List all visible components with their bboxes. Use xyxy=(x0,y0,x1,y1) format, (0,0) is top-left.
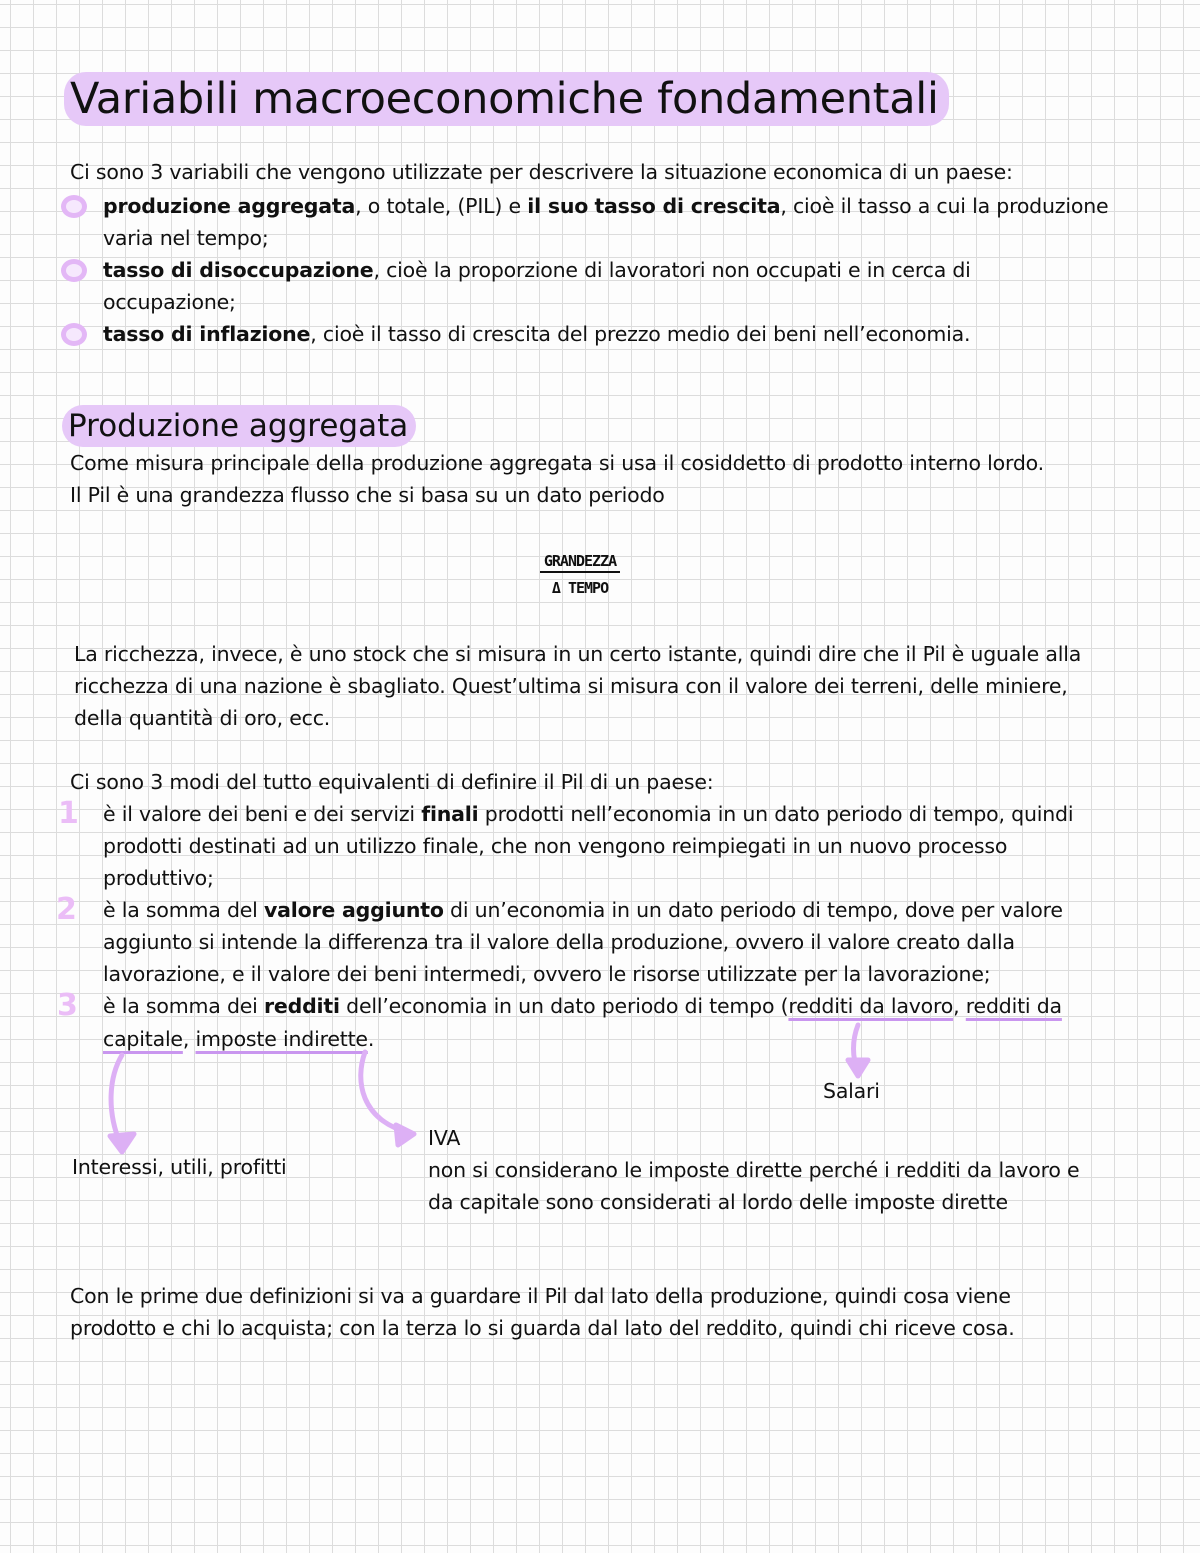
variable-item-3: tasso di inflazione, cioè il tasso di crescita del prezzo medio dei beni nell’economia. xyxy=(103,322,971,346)
fraction-numerator: GRANDEZZA xyxy=(540,552,620,573)
conclusion-line-1: Con le prime due definizioni si va a guardare il Pil dal lato della produzione, quindi cosa viene xyxy=(70,1284,1011,1308)
mode-2-line-2: aggiunto si intende la differenza tra il valore della produzione, ovvero il valore creato dalla xyxy=(103,930,1015,954)
note-iva-text-1: non si considerano le imposte dirette perché i redditi da lavoro e xyxy=(428,1158,1080,1182)
variable-item-2-cont: occupazione; xyxy=(103,290,236,314)
variable-item-2: tasso di disoccupazione, cioè la proporzione di lavoratori non occupati e in cerca di xyxy=(103,258,971,282)
mode-1-line-2: prodotti destinati ad un utilizzo finale, che non vengono reimpiegati in un nuovo processo xyxy=(103,834,1008,858)
mode-1-line-3: produttivo; xyxy=(103,866,214,890)
arrow-head-interessi xyxy=(110,1134,134,1152)
fraction-denominator: Δ TEMPO xyxy=(551,579,609,597)
section-title: Produzione aggregata xyxy=(62,405,416,447)
number-2-icon: 2 xyxy=(56,892,77,927)
note-iva-text-2: da capitale sono considerati al lordo delle imposte dirette xyxy=(428,1190,1008,1214)
wealth-line-1: La ricchezza, invece, è uno stock che si misura in un certo istante, quindi dire che il Pil è uguale alla xyxy=(74,642,1082,666)
wealth-line-3: della quantità di oro, ecc. xyxy=(74,706,331,730)
modes-intro: Ci sono 3 modi del tutto equivalenti di definire il Pil di un paese: xyxy=(70,770,714,794)
mode-1-line-1: è il valore dei beni e dei servizi finali prodotti nell’economia in un dato periodo di tempo, quindi xyxy=(103,802,1074,826)
number-1-icon: 1 xyxy=(58,796,79,831)
page-title: Variabili macroeconomiche fondamentali xyxy=(64,72,949,126)
variable-item-1: produzione aggregata, o totale, (PIL) e il suo tasso di crescita, cioè il tasso a cui la produzione xyxy=(103,194,1109,218)
mode-3-line-1: è la somma dei redditi dell’economia in un dato periodo di tempo (redditi da lavoro, redditi da xyxy=(103,994,1062,1018)
arrow-to-iva xyxy=(361,1052,410,1133)
intro-text: Ci sono 3 variabili che vengono utilizzate per descrivere la situazione economica di un paese: xyxy=(70,160,1013,184)
wealth-line-2: ricchezza di una nazione è sbagliato. Quest’ultima si misura con il valore dei terreni, delle miniere, xyxy=(74,674,1068,698)
mode-3-line-2: capitale, imposte indirette. xyxy=(103,1027,375,1051)
mode-2-line-1: è la somma del valore aggiunto di un’economia in un dato periodo di tempo, dove per valore xyxy=(103,898,1063,922)
section-line-2: Il Pil è una grandezza flusso che si basa su un dato periodo xyxy=(70,483,665,507)
number-3-icon: 3 xyxy=(57,988,78,1023)
note-interessi: Interessi, utili, profitti xyxy=(72,1155,287,1179)
conclusion-line-2: prodotto e chi lo acquista; con la terza lo si guarda dal lato del reddito, quindi chi riceve cosa. xyxy=(70,1316,1015,1340)
note-salari: Salari xyxy=(823,1079,880,1103)
note-iva: IVA xyxy=(428,1126,461,1150)
variable-item-1-cont: varia nel tempo; xyxy=(103,226,269,250)
arrow-head-salari xyxy=(848,1060,868,1076)
mode-2-line-3: lavorazione, e il valore dei beni intermedi, ovvero le risorse utilizzate per la lavorazione; xyxy=(103,962,991,986)
arrow-head-iva xyxy=(396,1125,414,1145)
section-line-1: Come misura principale della produzione aggregata si usa il cosiddetto di prodotto interno lordo. xyxy=(70,451,1044,475)
